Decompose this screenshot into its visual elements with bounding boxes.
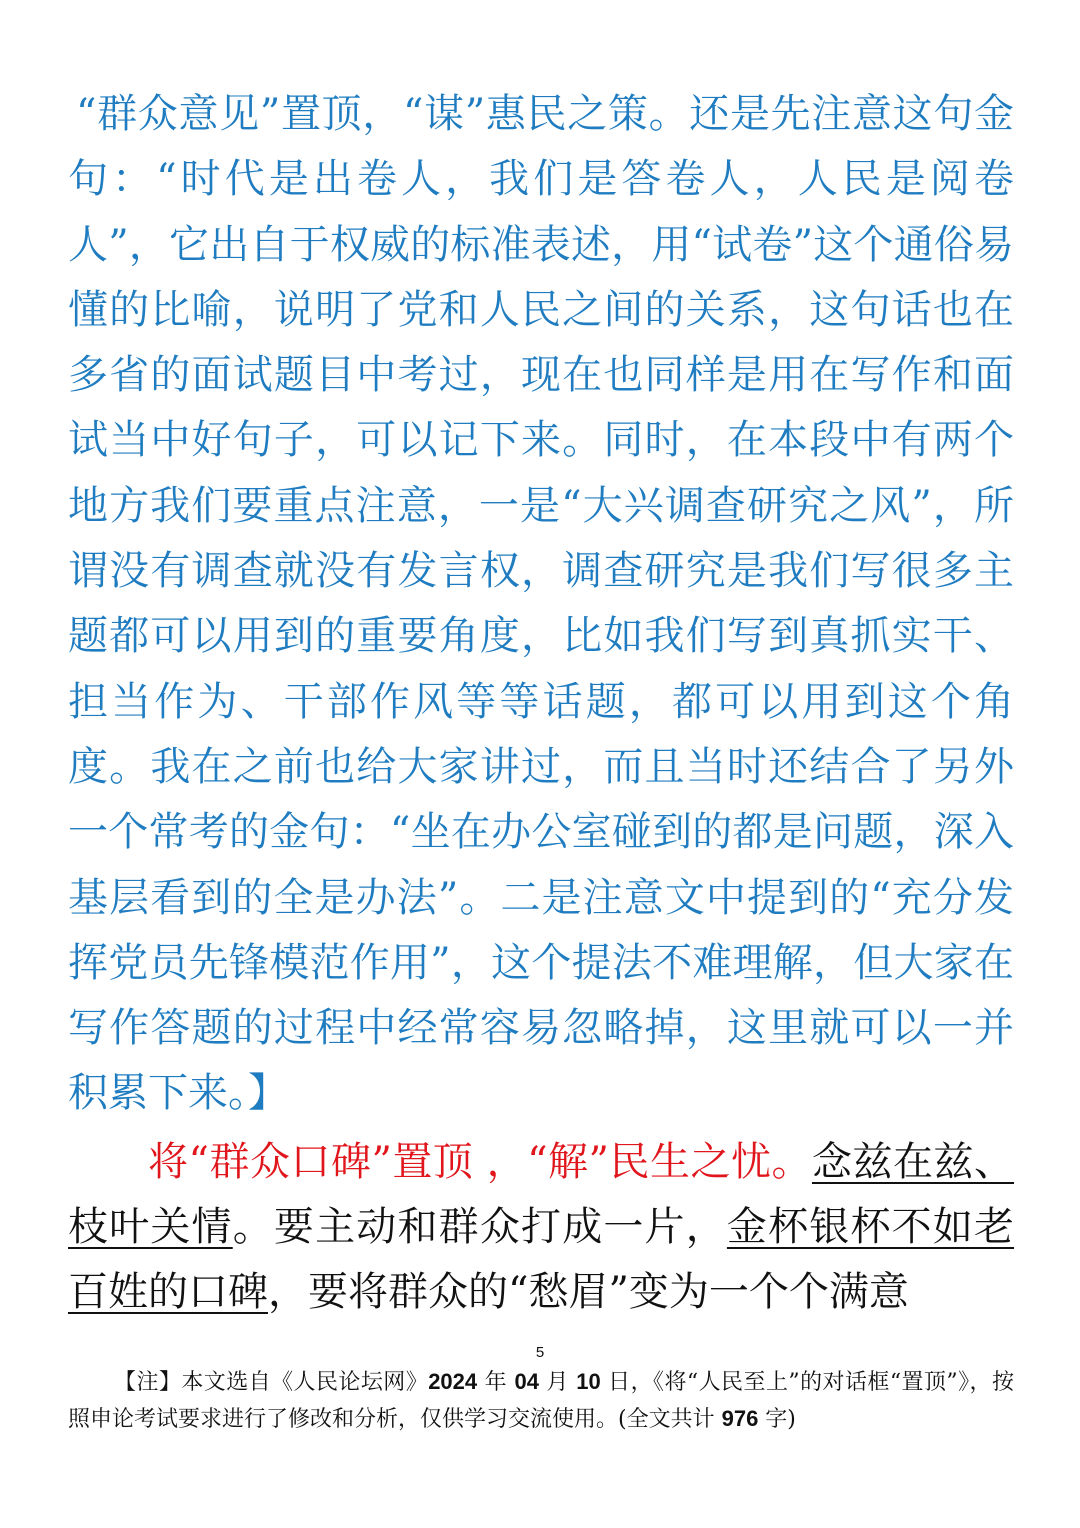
footnote-text: 【注】本文选自《人民论坛网》 [114,1370,429,1395]
page-number: 5 [535,1344,545,1361]
underlined-phrase: 金杯银杯不如老百姓的口碑 [68,1204,1015,1315]
footnote-day: 10 [576,1369,601,1394]
underlined-phrase: 念兹在兹、枝叶关情 [68,1139,1014,1250]
footnote-text: 字) [758,1407,796,1432]
article-paragraph [68,1130,1014,1325]
analysis-paragraph [68,82,1014,1127]
footnote [68,1364,1014,1438]
body-text: 。要主动和群众打成一片， [232,1204,727,1250]
footnote-text: 月 [538,1370,577,1395]
footnote-text: 年 [477,1370,515,1395]
body-text: ，要将群众的“愁眉”变为一个个满意 [268,1269,909,1315]
footnote-text: 日，《将“人民至上”的对话框“置顶”》，按照申论考试要求进行了修改和分析，仅供学习交流使用。(全文共计 [68,1370,1014,1432]
analysis-text: “群众意见”置顶，“谋”惠民之策。还是先注意这句金句：“时代是出卷人，我们是答卷人，人民是阅卷人”，它出自于权威的标准表述，用“试卷”这个通俗易懂的比喻，说明了党和人民之间的关系，这句话也在多省的面试题目中考过，现在也同样是用在写作和面试当中好句子，可以记下来。同时，在本段中有两个地方我们要重点注意，一是“大兴调查研究之风”，所谓没有调查就没有发言权，调查研究是我们写很多主题都可以用到的重要角度，比如我们写到真抓实干、担当作为、干部作风等等话题，都可以用到这个角度。我在之前也给大家讲过，而且当时还结合了另外一个常考的金句：“坐在办公室碰到的都是问题，深入基层看到的全是办法”。二是注意文中提到的“充分发挥党员先锋模范作用”，这个提法不难理解，但大家在写作答题的过程中经常容易忽略掉，这里就可以一并积累下来。】 [68,91,1014,1117]
section-heading: 将“群众口碑”置顶 ，“解”民生之忧。 [148,1139,812,1185]
footnote-year: 2024 [428,1369,478,1394]
footnote-month: 04 [514,1369,539,1394]
footnote-word-count: 976 [721,1406,759,1431]
